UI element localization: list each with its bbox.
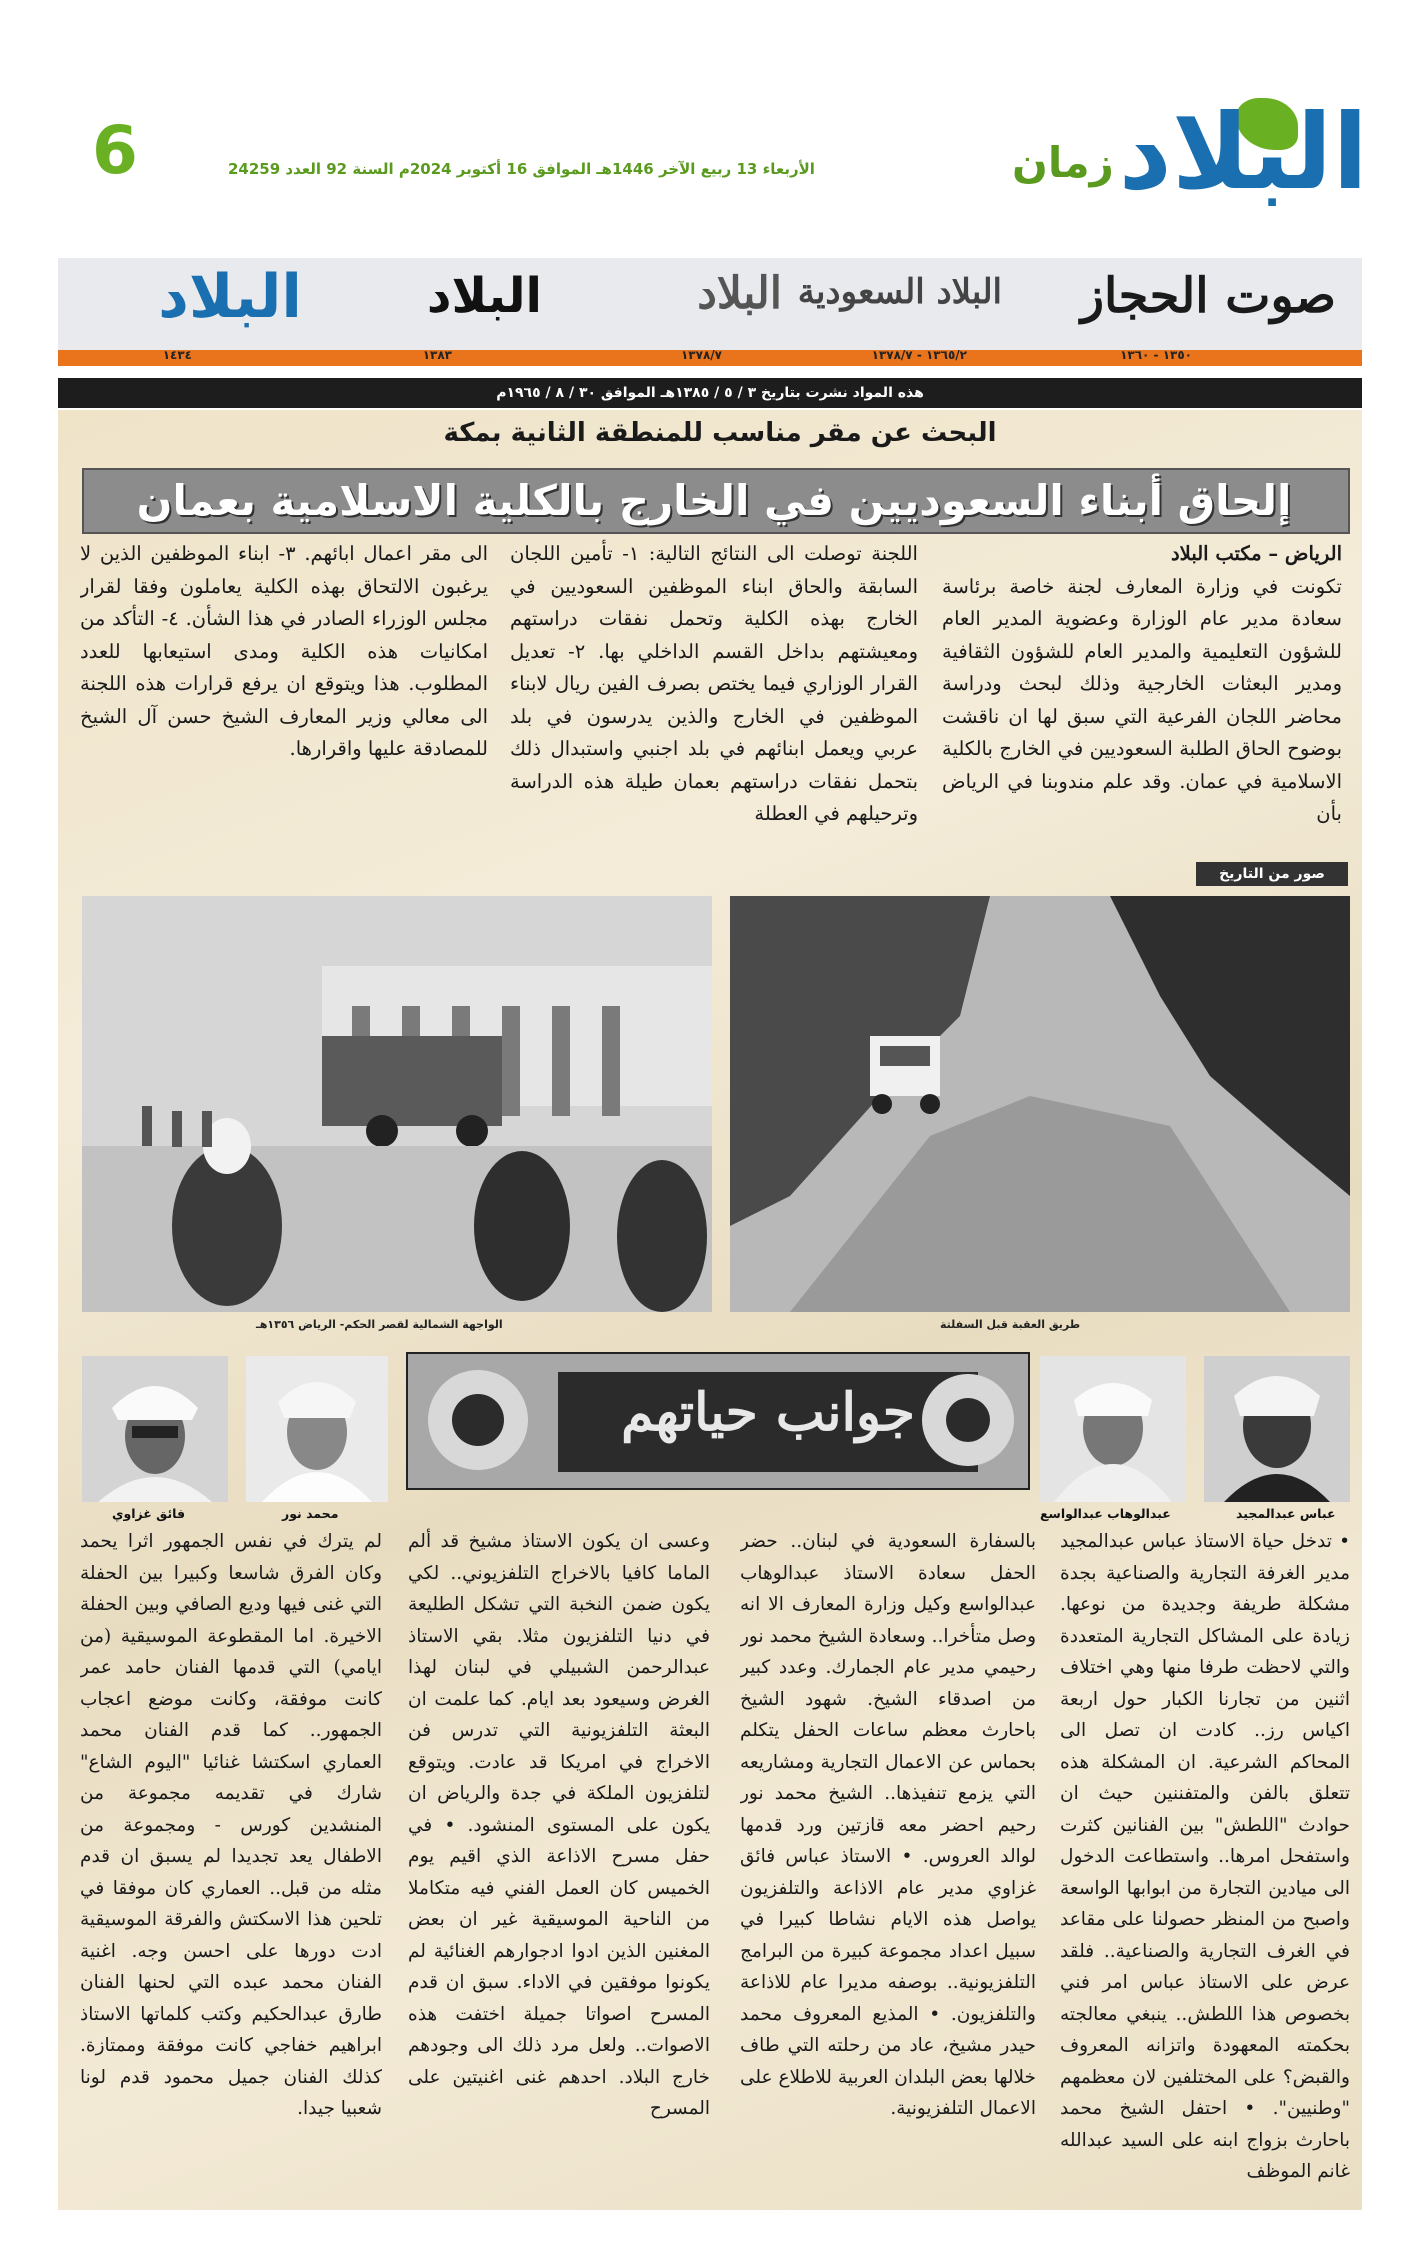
article-column-1: [942, 538, 1342, 848]
road-photo-illustration: [730, 896, 1350, 1312]
portrait-mohammed-nour: [246, 1356, 388, 1502]
article-text: تكونت في وزارة المعارف لجنة خاصة برئاسة سعادة مدير عام الوزارة وعضوية المدير العام للشؤون التعليمية والمدير العام للشؤون الثقافية ومدير البعثات الخارجية وذلك لبحث ودراسة محاضر اللجان الفرعية التي سبق لها ان ناقشت بوضوح الحاق الطلبة السعوديين في الخارج بالكلية الاسلامية في عمان. وقد علم مندوبنا في الرياض بأن: [942, 574, 1342, 825]
bottom-column-4: لم يترك في نفس الجمهور اثرا يحمد وكان الفرق شاسعا وكبيرا بين الحفلة التي غنى فيها وديع الصافي وبين الحفلة الاخيرة. اما المقطوعة الموسيقية (من ايامي) التي قدمها الفنان حامد عمر كانت موفقة، وكانت موضع اعجاب الجمهور.. كما قدم الفنان محمد العماري اسكتشا غنائيا "اليوم الشاع" شارك في تقديمه مجموعة من المنشدين كورس - ومجموعة من الاطفال يعد تجديدا لم يسبق ان قدم مثله من قبل.. العماري كان موفقا في تلحين هذا الاسكتش والفرقة الموسيقية ادت دورها على احسن وجه. اغنية الفنان محمد عبده التي لحنها الفنان طارق عبدالحكيم وكتب كلماتها الاستاذ ابراهيم خفاجي كانت موفقة وممتازة. كذلك الفنان جميل محمود قدم لونا شعبيا جيدا.: [80, 1531, 382, 2119]
palace-photo-caption: الواجهة الشمالية لقصر الحكم- الرياض ١٣٥٦هـ: [256, 1318, 503, 1331]
newspaper-logo: [1118, 91, 1368, 222]
palace-photo-illustration: [82, 896, 712, 1312]
portrait-name: فائق غزاوي: [112, 1506, 186, 1521]
masthead-year: ١٣٥٠ - ١٣٦٠: [1120, 348, 1192, 362]
bottom-column-3: وعسى ان يكون الاستاذ مشيخ قد ألم الماما كافيا بالاخراج التلفزيوني.. لكي يكون ضمن النخبة التي تشكل الطليعة في دنيا التلفزيون مثلا. بقي الاستاذ عبدالرحمن الشبيلي في لبنان لهذا الغرض وسيعود بعد ايام. كما علمت ان البعثة التلفزيونية التي تدرس فن الاخراج في امريكا قد عادت. ويتوقع لتلفزيون الملكة في جدة والرياض ان يكون على المستوى المنشود. • في حفل مسرح الاذاعة الذي اقيم يوم الخميس كان العمل الفني فيه متكاملا من الناحية الموسيقية غير ان بعض المغنين الذين ادوا ادجوارهم الغنائية لم يكونوا موفقين في الاداء. سبق ان قدم المسرح اصواتا جميلة اختفت هذه الاصوات.. ولعل مرد ذلك الى وجودهم خارج البلاد. احدهم غنى اغنيتين على المسرح: [408, 1531, 710, 2119]
qasr-alhukm-photo: [82, 896, 712, 1312]
aqaba-road-photo: [730, 896, 1350, 1312]
article-column-3: الى مقر اعمال ابائهم. ٣- ابناء الموظفين الذين لا يرغبون الالتحاق بهذه الكلية يعاملون وفقا لقرار مجلس الوزراء الصادر في هذا الشأن. ٤- التأكد من امكانيات هذه الكلية ومدى استيعابها للعدد المطلوب. هذا ويتوقع ان يرفع قرارات هذه اللجنة الى معالي وزير المعارف الشيخ حسن آل الشيخ للمصادقة عليها واقرارها.: [80, 542, 488, 760]
banner-title: جوانب حياتهم: [621, 1382, 915, 1443]
masthead-sawt-alhijaz: صوت الحجاز: [1080, 268, 1336, 324]
masthead-year: ١٣٨٣: [422, 348, 452, 362]
article-kicker: البحث عن مقر مناسب للمنطقة الثانية بمكة: [443, 418, 997, 448]
lives-aspects-banner: [406, 1352, 1030, 1490]
history-photos-tag: صور من التاريخ: [1196, 862, 1348, 886]
masthead-year: ١٣٧٨/٧: [680, 348, 722, 362]
masthead-year: ١٣٦٥/٢ - ١٣٧٨/٧: [871, 348, 967, 362]
masthead-albilad-1: البلاد: [697, 268, 782, 319]
bottom-column-2: بالسفارة السعودية في لبنان.. حضر الحفل سعادة الاستاذ عبدالوهاب عبدالواسع وكيل وزارة المعارف الا انه وصل متأخرا.. وسعادة الشيخ محمد نور رحيمي مدير عام الجمارك. وعدد كبير من اصدقاء الشيخ. شهود الشيخ باحارث معظم ساعات الحفل يتكلم بحماس عن الاعمال التجارية ومشاريعه التي يزمع تنفيذها.. الشيخ محمد نور رحيم احضر معه قازتين ورد قدمها لوالد العروس. • الاستاذ عباس فائق غزاوي مدير عام الاذاعة والتلفزيون يواصل هذه الايام نشاطا كبيرا في سبيل اعداد مجموعة كبيرة من البرامج التلفزيونية.. بوصفه مديرا عام للاذاعة والتلفزيون. • المذيع المعروف محمد حيدر مشيخ، عاد من رحلته التي طاف خلالها بعض البلدان العربية للاطلاع على الاعمال التلفزيونية.: [740, 1531, 1036, 2119]
person-photo-icon: [1204, 1356, 1350, 1502]
bottom-column-1: • تدخل حياة الاستاذ عباس عبدالمجيد مدير الغرفة التجارية والصناعية بجدة مشكلة طريفة وجديدة من نوعها. زيادة على المشاكل التجارية المتعددة والتي لاحظت طرفا منها وهي اختلاف اثنين من تجارنا الكبار حول اربعة اكياس رز.. كادت ان تصل الى المحاكم الشرعية. ان المشكلة هذه تتعلق بالفن والمتفننين حيث ان حوادث "اللطش" بين الفنانين كثرت واستفحل امرها.. واستطاعت الدخول الى ميادين التجارة من ابوابها الواسعة واصبح من المنظر حصولنا على مقاعد في الغرف التجارية والصناعية.. فلقد عرض على الاستاذ عباس امر فني بخصوص هذا اللطش.. ينبغي معالجته بحكمته المعهودة واتزانه المعروف والقبض؟ على المختلفين لان معظمهم "وطنيين". • احتفل الشيخ محمد باحارث بزواج ابنه على السيد عبدالله غانم الموظف: [1060, 1531, 1350, 2182]
publication-notice: هذه المواد نشرت بتاريخ ٣ / ٥ / ١٣٨٥هـ الموافق ٣٠ / ٨ / ١٩٦٥م: [58, 378, 1362, 408]
issue-dateline: الأربعاء 13 ربيع الآخر 1446هـ الموافق 16 أكتوبر 2024م السنة 92 العدد 24259: [228, 160, 815, 178]
page-number: 6: [92, 112, 138, 189]
portrait-name: محمد نور: [282, 1506, 339, 1521]
portrait-name: عبدالوهاب عبدالواسع: [1040, 1506, 1171, 1521]
portrait-abdulwahab-abdulwasi: [1040, 1356, 1186, 1502]
mastheads-strip: [58, 258, 1362, 350]
masthead-albilad-3: البلاد: [158, 262, 302, 332]
logo-text: البلاد: [1118, 91, 1368, 213]
person-photo-icon: [1040, 1356, 1186, 1502]
portrait-faiq-ghazzawi: [82, 1356, 228, 1502]
masthead-albilad-2: البلاد: [426, 268, 542, 324]
masthead-year: ١٤٣٤: [162, 348, 192, 362]
person-photo-icon: [246, 1356, 388, 1502]
person-photo-icon: [82, 1356, 228, 1502]
masthead-albilad-alsaudia: البلاد السعودية: [797, 272, 1002, 312]
article-byline: الرياض – مكتب البلاد: [1171, 542, 1342, 565]
article-headline: إلحاق أبناء السعوديين في الخارج بالكلية الاسلامية بعمان: [136, 476, 1292, 525]
road-photo-caption: طريق العقبة قبل السفلتة: [940, 1318, 1081, 1331]
portrait-name: عباس عبدالمجيد: [1236, 1506, 1336, 1521]
mastheads-years: [58, 348, 1362, 368]
portrait-abbas-abdulmajeed: [1204, 1356, 1350, 1502]
section-title: زمان: [1012, 138, 1114, 187]
article-column-2: اللجنة توصلت الى النتائج التالية: ١- تأمين اللجان السابقة والحاق ابناء الموظفين السعوديين في الخارج بهذه الكلية وتحمل نفقات دراستهم ومعيشتهم بداخل القسم الداخلي بها. ٢- تعديل القرار الوزاري فيما يختص بصرف الفين ريال لابناء الموظفين في الخارج والذين يدرسون في بلد عربي ويعمل ابنائهم في بلد اجنبي واستبدال ذلك بتحمل نفقات دراستهم بعمان طيلة هذه الدراسة وترحيلهم في العطلة: [510, 542, 918, 825]
